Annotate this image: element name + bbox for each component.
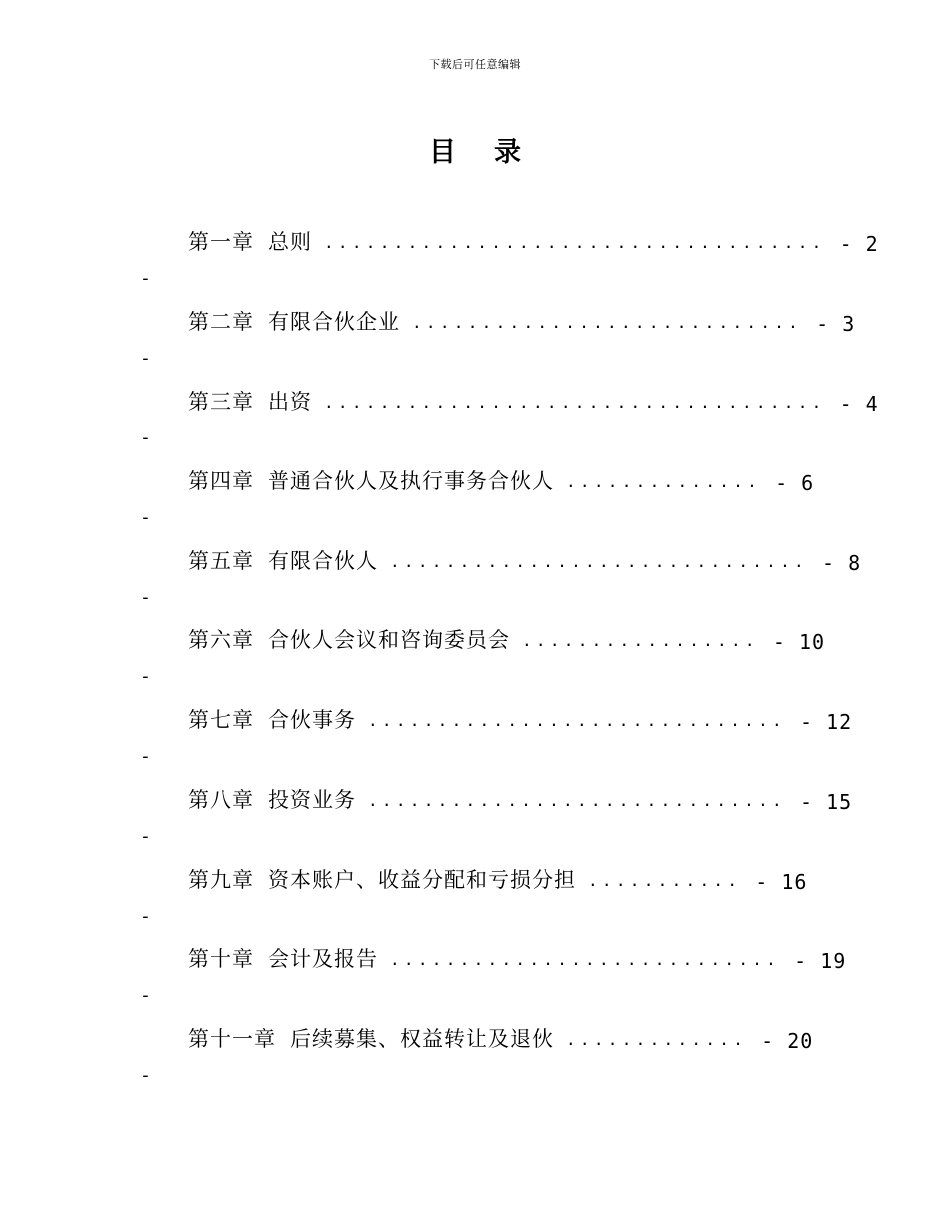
toc-heading: 出资 <box>268 390 312 414</box>
toc-chapter: 第三章 <box>188 390 254 414</box>
toc-entry[interactable] <box>188 386 879 416</box>
toc-page-number: - 12 <box>799 710 853 734</box>
toc-heading: 合伙事务 <box>268 708 356 732</box>
toc-page-number: - 19 <box>794 949 847 973</box>
toc-trailing-dash: - <box>140 906 151 927</box>
header-note: 下载后可任意编辑 <box>429 58 521 71</box>
toc-trailing-dash: - <box>140 268 151 289</box>
toc-chapter: 第八章 <box>188 788 254 812</box>
toc-entry[interactable] <box>188 784 853 814</box>
toc-leader: .............. <box>566 472 762 491</box>
toc-page-number: - 20 <box>761 1029 814 1053</box>
toc-chapter: 第一章 <box>188 230 254 254</box>
toc-leader: .................................... <box>324 393 826 412</box>
toc-heading: 资本账户、收益分配和亏损分担 <box>268 868 576 892</box>
toc-heading: 有限合伙企业 <box>268 310 400 334</box>
toc-trailing-dash: - <box>140 826 151 847</box>
toc-page-number: - 10 <box>772 630 826 654</box>
toc-leader: .............................. <box>368 791 786 810</box>
toc-chapter: 第十章 <box>188 947 254 971</box>
toc-heading: 总则 <box>268 230 312 254</box>
toc-entry[interactable] <box>188 306 856 336</box>
toc-leader: .............................. <box>368 711 786 730</box>
toc-leader: ............................ <box>412 313 803 332</box>
toc-chapter: 第七章 <box>188 708 254 732</box>
toc-entry[interactable] <box>188 624 826 654</box>
toc-entry[interactable] <box>188 943 847 973</box>
toc-entry[interactable] <box>188 545 862 575</box>
toc-trailing-dash: - <box>140 985 151 1006</box>
toc-leader: ........... <box>588 871 742 890</box>
toc-entry[interactable] <box>188 864 808 894</box>
toc-trailing-dash: - <box>140 348 151 369</box>
toc-leader: ................. <box>522 631 759 650</box>
toc-title: 目录 <box>429 137 559 168</box>
toc-entry[interactable] <box>188 704 853 734</box>
toc-chapter: 第九章 <box>188 868 254 892</box>
toc-chapter: 第十一章 <box>188 1027 276 1051</box>
toc-trailing-dash: - <box>140 1065 151 1086</box>
toc-page-number: - 6 <box>775 471 815 495</box>
toc-entry[interactable] <box>188 1023 814 1053</box>
toc-heading: 合伙人会议和咨询委员会 <box>268 628 510 652</box>
toc-page-number: - 15 <box>799 790 853 814</box>
toc-chapter: 第六章 <box>188 628 254 652</box>
toc-leader: .............................. <box>390 552 808 571</box>
toc-heading: 后续募集、权益转让及退伙 <box>290 1027 554 1051</box>
toc-leader: .................................... <box>324 233 826 252</box>
toc-leader: ............................ <box>390 950 781 969</box>
toc-heading: 有限合伙人 <box>268 549 378 573</box>
toc-trailing-dash: - <box>140 666 151 687</box>
toc-page-number: - 3 <box>816 312 856 336</box>
toc-trailing-dash: - <box>140 507 151 528</box>
toc-heading: 会计及报告 <box>268 947 378 971</box>
toc-heading: 投资业务 <box>268 788 356 812</box>
toc-chapter: 第二章 <box>188 310 254 334</box>
toc-trailing-dash: - <box>140 587 151 608</box>
toc-trailing-dash: - <box>140 746 151 767</box>
toc-trailing-dash: - <box>140 427 151 448</box>
toc-chapter: 第四章 <box>188 469 254 493</box>
toc-heading: 普通合伙人及执行事务合伙人 <box>268 469 554 493</box>
toc-page-number: - 4 <box>839 392 879 416</box>
toc-leader: ............. <box>566 1030 748 1049</box>
toc-entry[interactable] <box>188 465 815 495</box>
toc-entry[interactable] <box>188 226 879 256</box>
toc-page-number: - 2 <box>839 232 879 256</box>
toc-page-number: - 8 <box>821 551 862 575</box>
toc-page-number: - 16 <box>755 870 808 894</box>
toc-chapter: 第五章 <box>188 549 254 573</box>
